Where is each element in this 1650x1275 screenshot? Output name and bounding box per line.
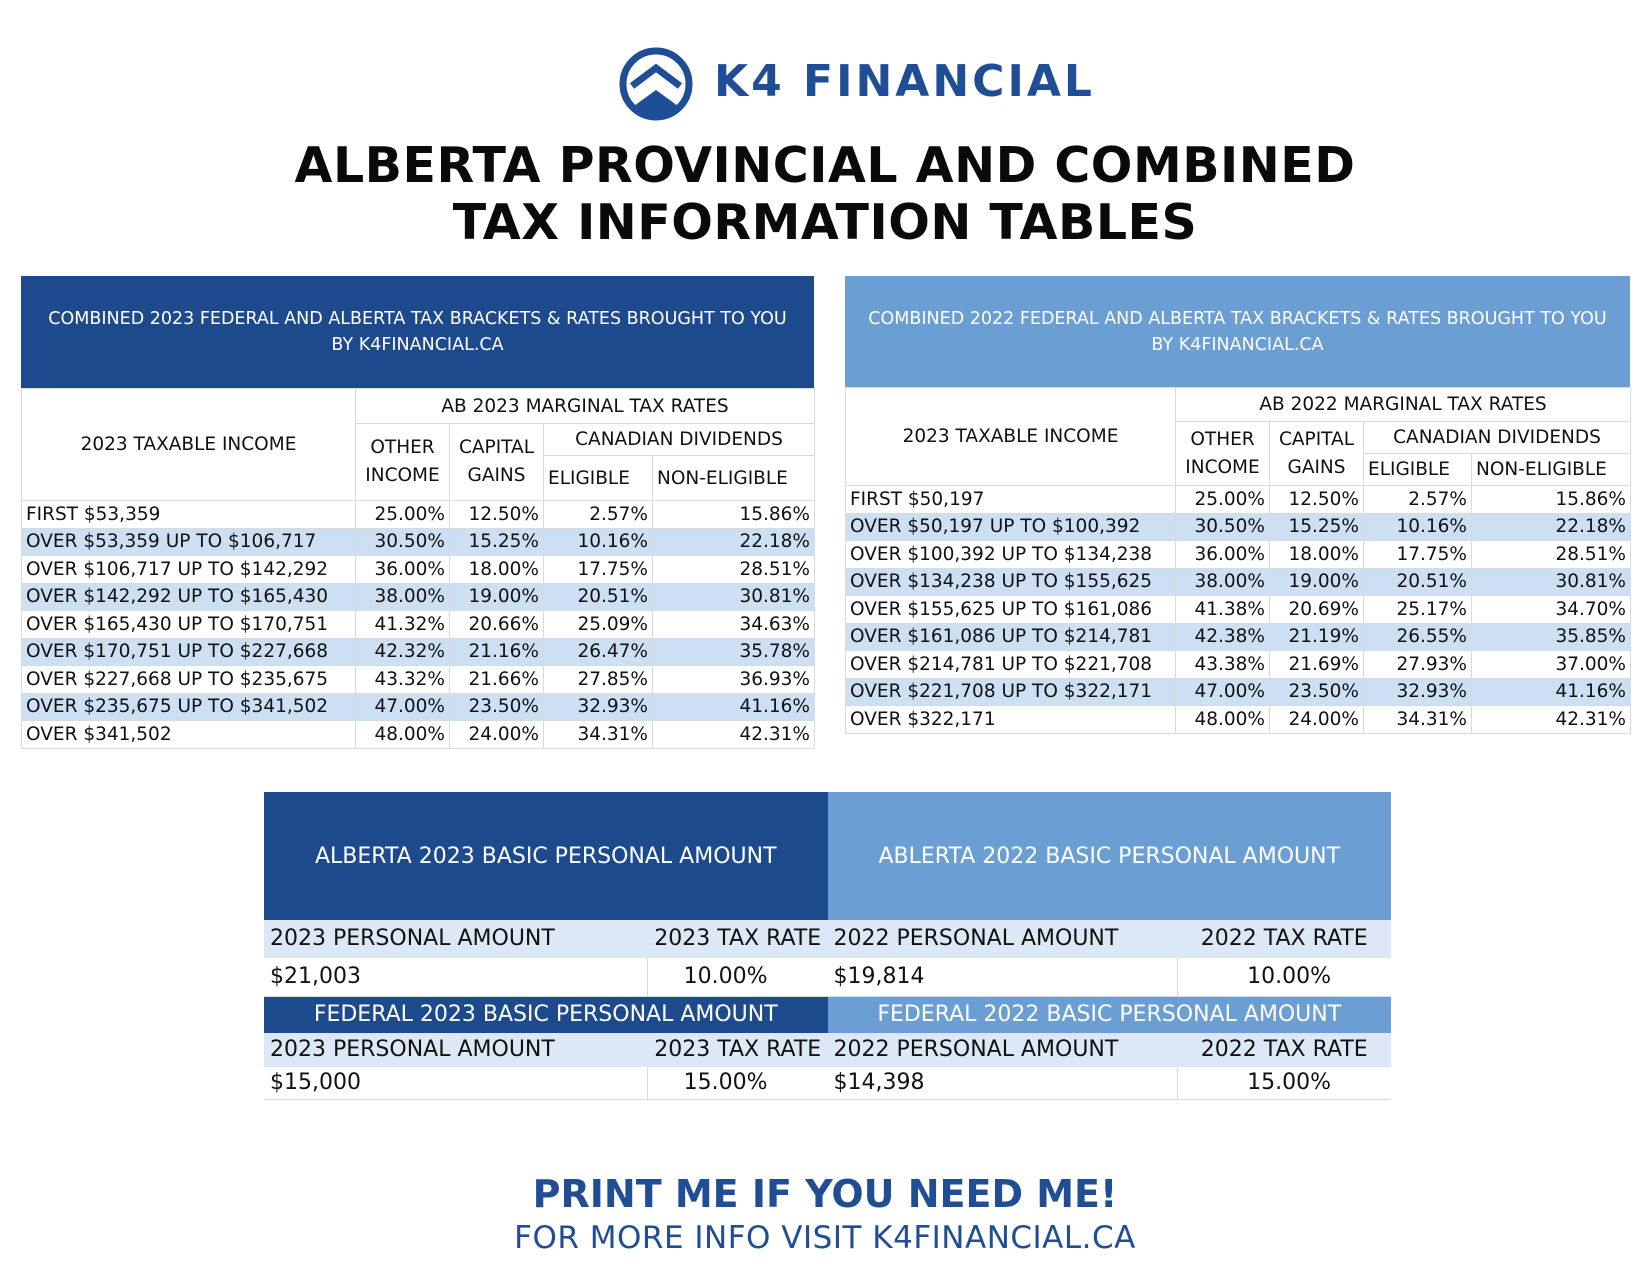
rate-cell: 23.50% [450,693,544,721]
rate-cell: 21.69% [1270,651,1364,679]
income-bracket-cell: OVER $155,625 UP TO $161,086 [846,596,1176,624]
rate-cell: 2.57% [1364,486,1472,514]
table-row [846,486,1631,514]
rate-cell: 28.51% [653,556,815,584]
rate-cell: 20.69% [1270,596,1364,624]
rate-cell: 34.31% [544,721,653,749]
table-row [22,556,815,584]
rate-cell: 18.00% [450,556,544,584]
table-2023 [21,388,815,749]
income-bracket-cell: OVER $235,675 UP TO $341,502 [22,693,356,721]
col-capital-gains: CAPITAL GAINS [450,424,544,501]
table-2022-panel [845,276,1630,734]
income-bracket-cell: OVER $227,668 UP TO $235,675 [22,666,356,694]
rate-cell: 36.93% [653,666,815,694]
income-bracket-cell: OVER $106,717 UP TO $142,292 [22,556,356,584]
table-row [22,666,815,694]
ab-2022-amount-label: 2022 PERSONAL AMOUNT [833,926,1119,951]
rate-cell: 38.00% [1176,568,1270,596]
rate-cell: 20.66% [450,611,544,639]
income-bracket-cell: OVER $341,502 [22,721,356,749]
rate-cell: 37.00% [1472,651,1631,679]
group-header: AB 2022 MARGINAL TAX RATES [1176,388,1631,422]
page-title-line1: ALBERTA PROVINCIAL AND COMBINED [294,137,1356,194]
ab-2023-amount: $21,003 [264,958,648,996]
table-row [846,568,1631,596]
rate-cell: 19.00% [450,583,544,611]
income-bracket-cell: OVER $53,359 UP TO $106,717 [22,528,356,556]
rate-cell: 26.55% [1364,623,1472,651]
income-bracket-cell: OVER $161,086 UP TO $214,781 [846,623,1176,651]
rate-cell: 35.85% [1472,623,1631,651]
col-non-eligible: NON-ELIGIBLE [653,456,815,501]
rate-cell: 34.31% [1364,706,1472,734]
col-capital-gains: CAPITAL GAINS [1270,422,1364,486]
rate-cell: 25.17% [1364,596,1472,624]
rate-cell: 25.00% [356,501,450,529]
rate-cell: 10.16% [1364,513,1472,541]
fed-2022-rate-label: 2022 TAX RATE [1200,1037,1368,1062]
rate-cell: 22.18% [1472,513,1631,541]
table-row [846,706,1631,734]
rate-cell: 20.51% [544,583,653,611]
col-non-eligible: NON-ELIGIBLE [1472,454,1631,486]
rate-cell: 48.00% [356,721,450,749]
k4-mountain-icon [618,46,698,122]
fed-2023-amount: $15,000 [264,1067,648,1099]
ab-2023-bpa-heading: ALBERTA 2023 BASIC PERSONAL AMOUNT [264,792,828,920]
fed-2023-rate: 15.00% [683,1070,768,1095]
rate-cell: 34.63% [653,611,815,639]
rate-cell: 20.51% [1364,568,1472,596]
table-row [22,528,815,556]
rate-cell: 47.00% [1176,678,1270,706]
rate-cell: 43.38% [1176,651,1270,679]
ab-2022-amount: $19,814 [828,958,1178,996]
col-canadian-dividends: CANADIAN DIVIDENDS [544,424,815,456]
rate-cell: 30.50% [356,528,450,556]
rate-cell: 36.00% [1176,541,1270,569]
col-other-income: OTHER INCOME [1176,422,1270,486]
page-title-line2: TAX INFORMATION TABLES [452,194,1198,251]
federal-bpa-heading-row [264,997,1391,1033]
table-row [846,596,1631,624]
table-row [846,623,1631,651]
rate-cell: 21.66% [450,666,544,694]
table-row [846,678,1631,706]
table-row [846,651,1631,679]
table-row [846,541,1631,569]
rate-cell: 36.00% [356,556,450,584]
income-bracket-cell: OVER $165,430 UP TO $170,751 [22,611,356,639]
rate-cell: 34.70% [1472,596,1631,624]
ab-2022-bpa-heading: ABLERTA 2022 BASIC PERSONAL AMOUNT [828,792,1392,920]
k4-logo [618,46,1095,122]
rate-cell: 41.38% [1176,596,1270,624]
rate-cell: 38.00% [356,583,450,611]
fed-2023-amount-label: 2023 PERSONAL AMOUNT [270,1037,555,1062]
rate-cell: 12.50% [1270,486,1364,514]
income-bracket-cell: FIRST $53,359 [22,501,356,529]
income-bracket-cell: OVER $50,197 UP TO $100,392 [846,513,1176,541]
rate-cell: 30.81% [653,583,815,611]
group-header: AB 2023 MARGINAL TAX RATES [356,389,815,424]
income-bracket-cell: OVER $214,781 UP TO $221,708 [846,651,1176,679]
table-row [22,583,815,611]
rate-cell: 10.16% [544,528,653,556]
rate-cell: 26.47% [544,638,653,666]
income-bracket-cell: OVER $221,708 UP TO $322,171 [846,678,1176,706]
rate-cell: 21.16% [450,638,544,666]
ab-2023-rate: 10.00% [683,964,768,989]
rate-cell: 25.09% [544,611,653,639]
rate-cell: 25.00% [1176,486,1270,514]
fed-2022-amount-label: 2022 PERSONAL AMOUNT [833,1037,1119,1062]
fed-bpa-label-row [264,1033,1391,1067]
fed-2023-bpa-heading: FEDERAL 2023 BASIC PERSONAL AMOUNT [313,1002,778,1027]
footer-website-link[interactable]: FOR MORE INFO VISIT K4FINANCIAL.CA [514,1220,1136,1256]
rate-cell: 2.57% [544,501,653,529]
ab-2023-amount-label: 2023 PERSONAL AMOUNT [270,926,555,951]
basic-personal-amount-section [264,792,1391,1100]
rate-cell: 22.18% [653,528,815,556]
ab-2022-rate: 10.00% [1247,964,1331,989]
rate-cell: 23.50% [1270,678,1364,706]
rate-cell: 28.51% [1472,541,1631,569]
rate-cell: 48.00% [1176,706,1270,734]
rate-cell: 15.25% [450,528,544,556]
rate-cell: 27.93% [1364,651,1472,679]
income-header: 2023 TAXABLE INCOME [846,388,1176,486]
rate-cell: 42.38% [1176,623,1270,651]
income-bracket-cell: OVER $322,171 [846,706,1176,734]
rate-cell: 18.00% [1270,541,1364,569]
col-canadian-dividends: CANADIAN DIVIDENDS [1364,422,1631,454]
fed-bpa-value-row [264,1067,1391,1100]
rate-cell: 32.93% [544,693,653,721]
footer-print-note: PRINT ME IF YOU NEED ME! [532,1172,1118,1216]
ab-bpa-value-row [264,958,1391,997]
table-row [846,513,1631,541]
rate-cell: 15.25% [1270,513,1364,541]
income-bracket-cell: OVER $170,751 UP TO $227,668 [22,638,356,666]
income-bracket-cell: OVER $142,292 UP TO $165,430 [22,583,356,611]
rate-cell: 12.50% [450,501,544,529]
rate-cell: 41.32% [356,611,450,639]
rate-cell: 30.81% [1472,568,1631,596]
table-2022 [845,387,1631,734]
rate-cell: 32.93% [1364,678,1472,706]
rate-cell: 27.85% [544,666,653,694]
rate-cell: 42.31% [653,721,815,749]
rate-cell: 41.16% [1472,678,1631,706]
fed-2022-amount: $14,398 [828,1067,1178,1099]
fed-2022-bpa-heading: FEDERAL 2022 BASIC PERSONAL AMOUNT [877,1002,1342,1027]
rate-cell: 42.31% [1472,706,1631,734]
col-other-income: OTHER INCOME [356,424,450,501]
rate-cell: 24.00% [450,721,544,749]
table-row [22,501,815,529]
table-row [22,611,815,639]
ab-2023-rate-label: 2023 TAX RATE [654,926,822,951]
income-bracket-cell: OVER $100,392 UP TO $134,238 [846,541,1176,569]
rate-cell: 15.86% [653,501,815,529]
rate-cell: 30.50% [1176,513,1270,541]
ab-2022-rate-label: 2022 TAX RATE [1200,926,1368,951]
rate-cell: 19.00% [1270,568,1364,596]
rate-cell: 41.16% [653,693,815,721]
rate-cell: 21.19% [1270,623,1364,651]
rate-cell: 17.75% [1364,541,1472,569]
fed-2023-rate-label: 2023 TAX RATE [654,1037,822,1062]
brand-name: K4 FINANCIAL [714,56,1095,107]
fed-2022-rate: 15.00% [1247,1070,1331,1095]
rate-cell: 17.75% [544,556,653,584]
ab-bpa-label-row [264,920,1391,958]
col-eligible: ELIGIBLE [1364,454,1472,486]
rate-cell: 47.00% [356,693,450,721]
rate-cell: 42.32% [356,638,450,666]
table-2023-panel [21,276,814,749]
income-bracket-cell: OVER $134,238 UP TO $155,625 [846,568,1176,596]
income-bracket-cell: FIRST $50,197 [846,486,1176,514]
rate-cell: 35.78% [653,638,815,666]
col-eligible: ELIGIBLE [544,456,653,501]
table-row [22,693,815,721]
table-row [22,638,815,666]
table-2022-heading: COMBINED 2022 FEDERAL AND ALBERTA TAX BRACKETS & RATES BROUGHT TO YOU BY K4FINANCIAL.CA [845,276,1630,387]
rate-cell: 15.86% [1472,486,1631,514]
income-header: 2023 TAXABLE INCOME [22,389,356,501]
table-2023-heading: COMBINED 2023 FEDERAL AND ALBERTA TAX BRACKETS & RATES BROUGHT TO YOU BY K4FINANCIAL.CA [21,276,814,388]
table-row [22,721,815,749]
rate-cell: 43.32% [356,666,450,694]
rate-cell: 24.00% [1270,706,1364,734]
